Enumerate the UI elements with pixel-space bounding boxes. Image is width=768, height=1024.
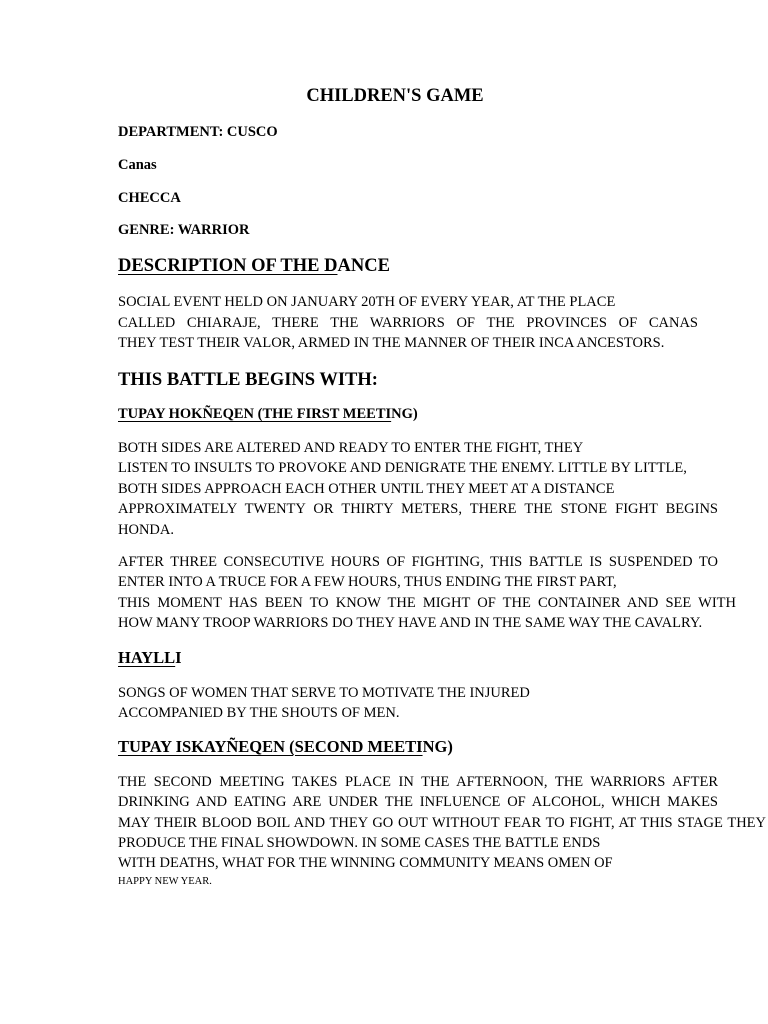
- haylli-heading-rest: I: [175, 648, 182, 667]
- genre-line: GENRE: WARRIOR: [118, 222, 250, 238]
- haylli-line: SONGS OF WOMEN THAT SERVE TO MOTIVATE THE INJURED: [118, 685, 530, 701]
- battle-heading: THIS BATTLE BEGINS WITH:: [118, 370, 378, 390]
- district-line: CHECCA: [118, 190, 181, 206]
- province-line: Canas: [118, 157, 157, 173]
- description-heading-underlined: DESCRIPTION OF THE D: [118, 256, 338, 276]
- second-meeting-heading-rest: NG): [422, 737, 453, 756]
- second-meeting-heading-underlined: TUPAY ISKAYÑEQEN (SECOND MEETI: [118, 737, 423, 756]
- first-meeting-heading-rest: NG): [391, 406, 418, 422]
- first-meeting-line: LISTEN TO INSULTS TO PROVOKE AND DENIGRATE THE ENEMY. LITTLE BY LITTLE,: [118, 460, 687, 476]
- first-meeting-line: APPROXIMATELY TWENTY OR THIRTY METERS, THERE THE STONE FIGHT BEGINS: [118, 501, 718, 517]
- document-title: CHILDREN'S GAME: [306, 86, 484, 106]
- first-meeting-line: BOTH SIDES APPROACH EACH OTHER UNTIL THEY MEET AT A DISTANCE: [118, 481, 615, 497]
- haylli-heading: [118, 648, 182, 668]
- second-meeting-line: MAY THEIR BLOOD BOIL AND THEY GO OUT WITHOUT FEAR TO FIGHT, AT THIS STAGE THEY: [118, 815, 766, 831]
- first-meeting-heading-underlined: TUPAY HOKÑEQEN (THE FIRST MEETI: [118, 406, 392, 422]
- closing-line: HAPPY NEW YEAR.: [118, 876, 212, 887]
- description-line: CALLED CHIARAJE, THERE THE WARRIORS OF THE PROVINCES OF CANAS: [118, 315, 698, 331]
- first-meeting-line: BOTH SIDES ARE ALTERED AND READY TO ENTER THE FIGHT, THEY: [118, 440, 584, 456]
- second-meeting-heading: [118, 737, 453, 757]
- second-meeting-line: WITH DEATHS, WHAT FOR THE WINNING COMMUNITY MEANS OMEN OF: [118, 855, 613, 871]
- description-line: SOCIAL EVENT HELD ON JANUARY 20TH OF EVERY YEAR, AT THE PLACE: [118, 294, 616, 310]
- first-meeting-line: THIS MOMENT HAS BEEN TO KNOW THE MIGHT OF THE CONTAINER AND SEE WITH: [118, 595, 736, 611]
- first-meeting-line: ENTER INTO A TRUCE FOR A FEW HOURS, THUS ENDING THE FIRST PART,: [118, 574, 617, 590]
- haylli-line: ACCOMPANIED BY THE SHOUTS OF MEN.: [118, 705, 400, 721]
- description-line: THEY TEST THEIR VALOR, ARMED IN THE MANNER OF THEIR INCA ANCESTORS.: [118, 335, 665, 351]
- second-meeting-line: THE SECOND MEETING TAKES PLACE IN THE AFTERNOON, THE WARRIORS AFTER: [118, 774, 718, 790]
- second-meeting-line: DRINKING AND EATING ARE UNDER THE INFLUENCE OF ALCOHOL, WHICH MAKES: [118, 794, 718, 810]
- description-heading: [118, 256, 390, 277]
- first-meeting-line: HOW MANY TROOP WARRIORS DO THEY HAVE AND IN THE SAME WAY THE CAVALRY.: [118, 615, 703, 631]
- first-meeting-line: AFTER THREE CONSECUTIVE HOURS OF FIGHTING, THIS BATTLE IS SUSPENDED TO: [118, 554, 718, 570]
- first-meeting-line: HONDA.: [118, 522, 174, 538]
- first-meeting-heading: [118, 406, 418, 423]
- second-meeting-line: PRODUCE THE FINAL SHOWDOWN. IN SOME CASES THE BATTLE ENDS: [118, 835, 601, 851]
- description-heading-rest: ANCE: [337, 256, 390, 276]
- department-line: DEPARTMENT: CUSCO: [118, 124, 278, 140]
- haylli-heading-underlined: HAYLL: [118, 648, 176, 667]
